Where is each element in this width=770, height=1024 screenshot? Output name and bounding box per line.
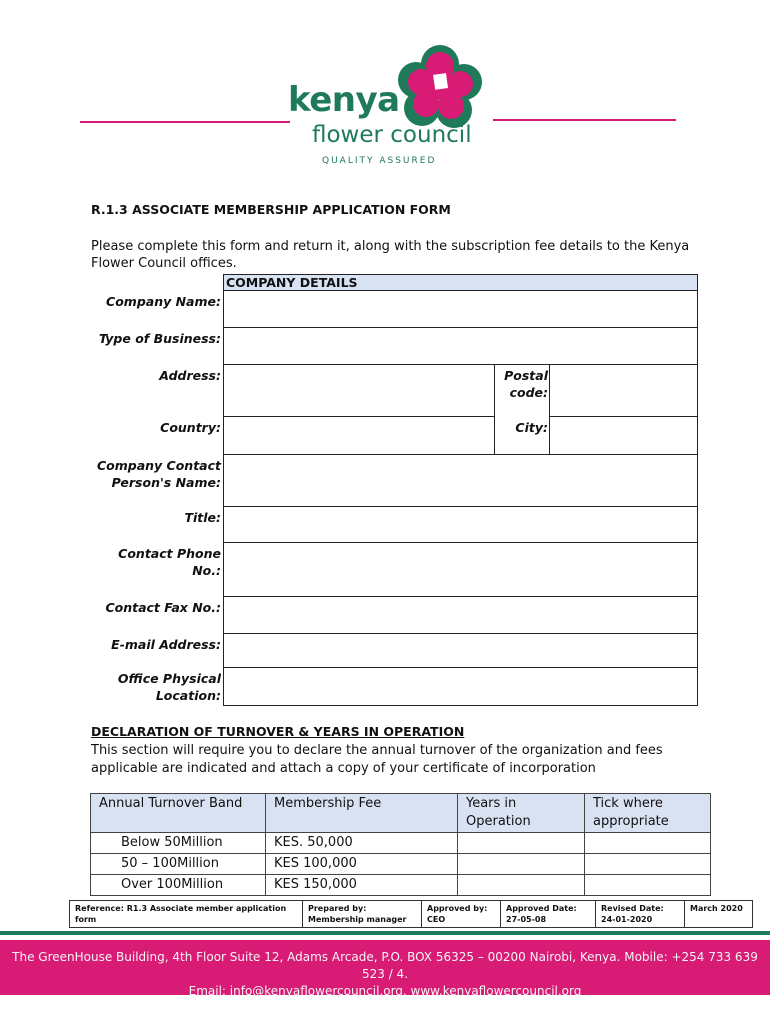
approved-date-cell [501,901,596,928]
footer-divider [0,931,770,935]
approved-by-value: CEO [427,915,446,924]
company-details-table [90,274,698,706]
address-field[interactable] [224,365,495,417]
address-label: Address: [159,367,221,383]
phone-field[interactable] [224,543,698,597]
turnover-table [90,793,711,896]
title-label: Title: [184,509,221,525]
table-row [91,875,711,896]
type-of-business-field[interactable] [224,328,698,365]
turnover-band-cell: Below 50Million [91,833,266,854]
approved-by-label: Approved by: [427,904,488,913]
flower-logo-icon [398,44,482,128]
type-of-business-label: Type of Business: [98,330,221,346]
membership-fee-cell: KES 100,000 [266,854,458,875]
fax-field[interactable] [224,597,698,634]
tick-field[interactable] [585,875,711,896]
company-details-header: COMPANY DETAILS [224,275,698,291]
form-title: R.1.3 ASSOCIATE MEMBERSHIP APPLICATION FORM [91,202,451,217]
office-location-field[interactable] [224,668,698,706]
prepared-by-cell [303,901,422,928]
approved-date-value: 27-05-08 [506,915,547,924]
company-name-label: Company Name: [106,293,221,309]
turnover-header-band: Annual Turnover Band [91,794,266,833]
table-row [91,854,711,875]
turnover-header-fee: Membership Fee [266,794,458,833]
city-field[interactable] [550,417,698,455]
logo-tagline: QUALITY ASSURED [322,156,437,166]
revised-date-value: 24-01-2020 [601,915,653,924]
revised-date-cell [596,901,685,928]
contact-person-label: Company Contact Person's Name: [96,457,221,490]
prepared-by-label: Prepared by: [308,904,367,913]
country-field[interactable] [224,417,495,455]
approved-date-label: Approved Date: [506,904,577,913]
turnover-header-tick: Tick where appropriate [585,794,711,833]
tick-field[interactable] [585,854,711,875]
intro-text: Please complete this form and return it, along with the subscription fee details to the Kenya Flower Council offices. [91,239,690,271]
office-location-label: Office Physical Location: [117,670,221,703]
postal-code-label: Postal code: [504,368,548,400]
document-reference-table [69,900,753,928]
declaration-text: This section will require you to declare the annual turnover of the organization and fees applicable are indicated and attach a copy of your certificate of incorporation [91,743,663,776]
email-field[interactable] [224,634,698,668]
country-label: Country: [160,419,221,435]
title-field[interactable] [224,507,698,543]
phone-label: Contact Phone No.: [118,545,221,578]
membership-fee-cell: KES. 50,000 [266,833,458,854]
logo-wordmark-kenya: kenya [288,80,400,120]
company-name-field[interactable] [224,291,698,328]
email-label: E-mail Address: [111,636,221,652]
postal-code-field[interactable] [550,365,698,417]
turnover-header-years: Years in Operation [458,794,585,833]
document-date-cell: March 2020 [685,901,753,928]
prepared-by-value: Membership manager [308,915,407,924]
header-line-right [493,119,676,121]
footer-contact: Email: info@kenyaflowercouncil.org. www.kenyaflowercouncil.org [188,984,582,998]
years-in-operation-field[interactable] [458,833,585,854]
header-line-left [80,121,290,123]
fax-label: Contact Fax No.: [105,599,221,615]
tick-field[interactable] [585,833,711,854]
logo-wordmark-flower-council: flower council [312,122,472,148]
years-in-operation-field[interactable] [458,854,585,875]
city-label: City: [515,419,548,435]
table-row [91,833,711,854]
footer-address: The GreenHouse Building, 4th Floor Suite 12, Adams Arcade, P.O. BOX 56325 – 00200 Nairobi, Kenya. Mobile: +254 733 639 523 / 4. [12,950,758,981]
declaration-title: DECLARATION OF TURNOVER & YEARS IN OPERATION [91,724,465,739]
reference-cell: Reference: R1.3 Associate member application form [70,901,303,928]
contact-person-field[interactable] [224,455,698,507]
years-in-operation-field[interactable] [458,875,585,896]
membership-fee-cell: KES 150,000 [266,875,458,896]
turnover-band-cell: 50 – 100Million [91,854,266,875]
turnover-band-cell: Over 100Million [91,875,266,896]
revised-date-label: Revised Date: [601,904,664,913]
approved-by-cell [422,901,501,928]
footer [0,940,770,998]
